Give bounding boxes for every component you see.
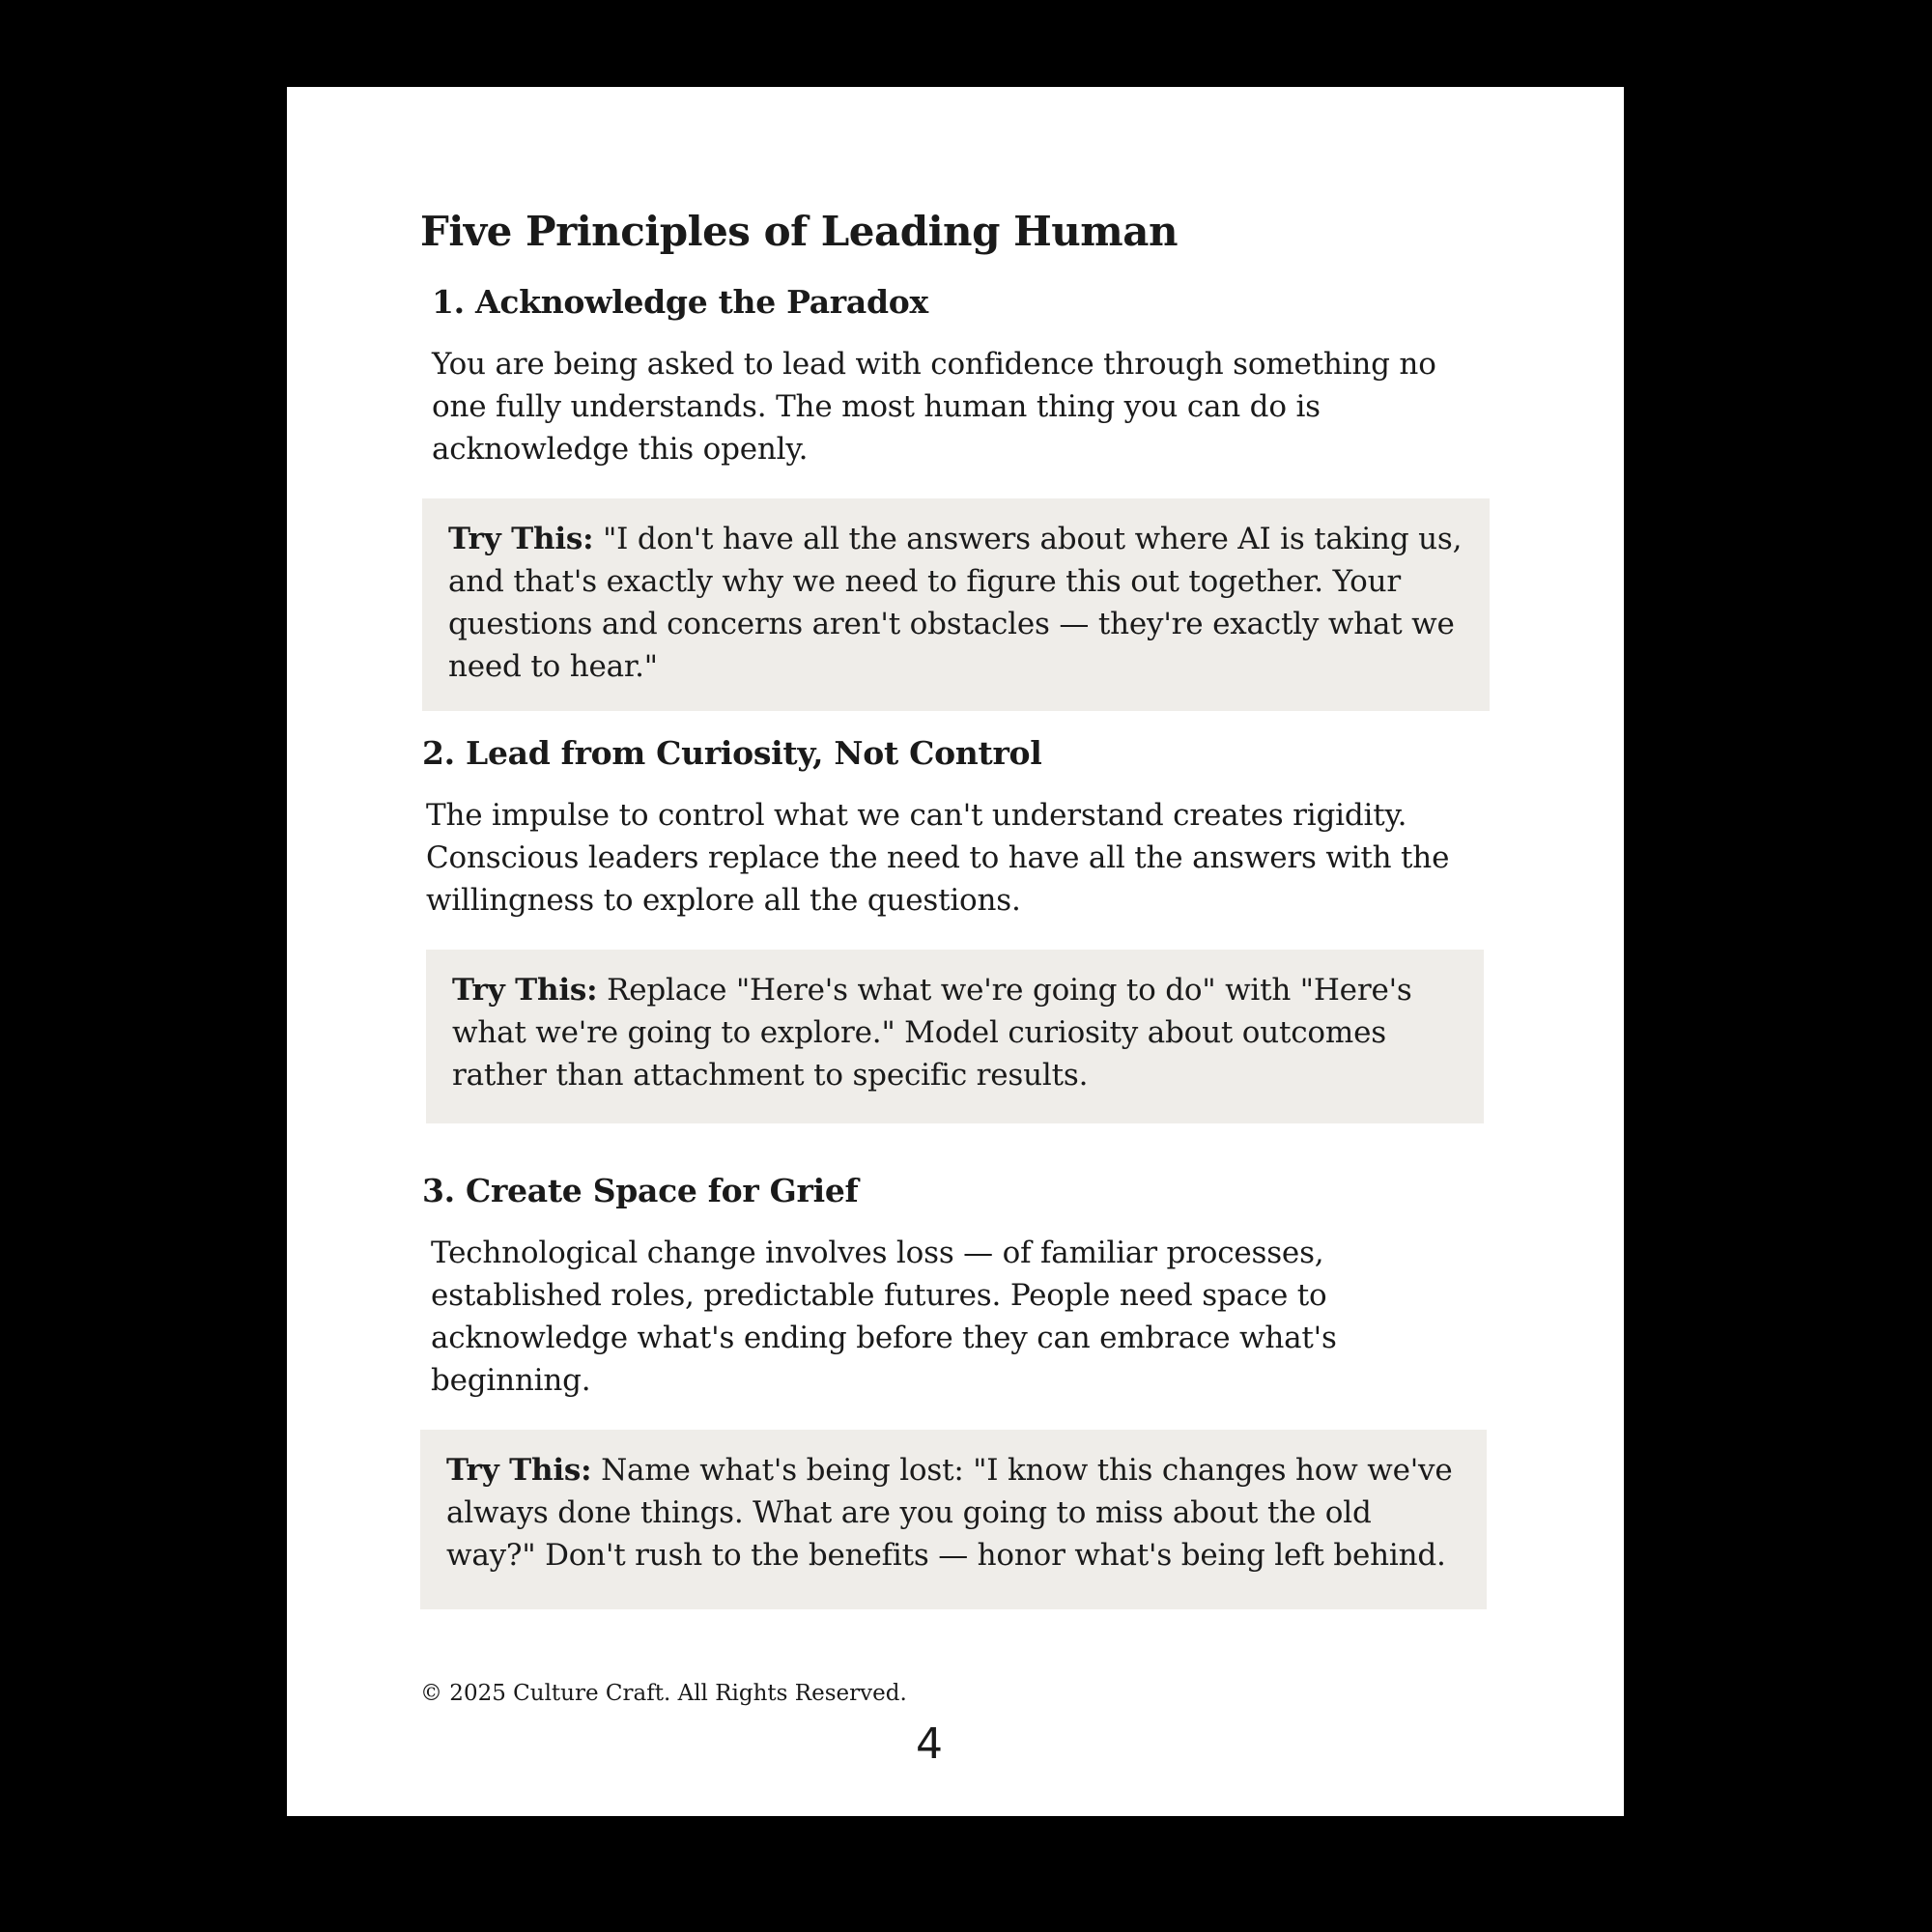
section-3-body: Technological change involves loss — of familiar processes, established roles, predictable futures. People need space to acknowledge what's ending before they can embrace what's beginning. [431, 1236, 1337, 1398]
try-this-text: "I don't have all the answers about where AI is taking us, and that's exactly why we need to figure this out together. Your questions and concerns aren't obstacles — they're exactly what we need to hear." [448, 522, 1463, 684]
try-this-label: Try This: [446, 1453, 592, 1488]
page-title: Five Principles of Leading Human [420, 208, 1178, 255]
section-3-try-this-callout [420, 1430, 1487, 1609]
section-1-body: You are being asked to lead with confidence through something no one fully understands. The most human thing you can do is acknowledge this openly. [432, 347, 1436, 467]
section-1-heading: 1. Acknowledge the Paradox [432, 283, 928, 321]
try-this-label: Try This: [452, 973, 598, 1008]
try-this-text: Replace "Here's what we're going to do" with "Here's what we're going to explore." Model curiosity about outcomes rather than attachment to specific results. [452, 973, 1412, 1093]
page-number: 4 [916, 1719, 943, 1769]
section-1-try-this-callout [422, 498, 1490, 711]
try-this-label: Try This: [448, 522, 594, 556]
document-page [287, 87, 1624, 1816]
section-3-heading: 3. Create Space for Grief [422, 1172, 859, 1209]
try-this-text: Name what's being lost: "I know this changes how we've always done things. What are you going to miss about the old way?" Don't rush to the benefits — honor what's being left behind. [446, 1453, 1453, 1573]
section-2-body: The impulse to control what we can't understand creates rigidity. Conscious leaders replace the need to have all the answers with the willingness to explore all the questions. [426, 798, 1450, 918]
copyright-footer: © 2025 Culture Craft. All Rights Reserved. [420, 1681, 907, 1706]
section-2-heading: 2. Lead from Curiosity, Not Control [422, 734, 1042, 772]
section-2-try-this-callout [426, 950, 1484, 1123]
